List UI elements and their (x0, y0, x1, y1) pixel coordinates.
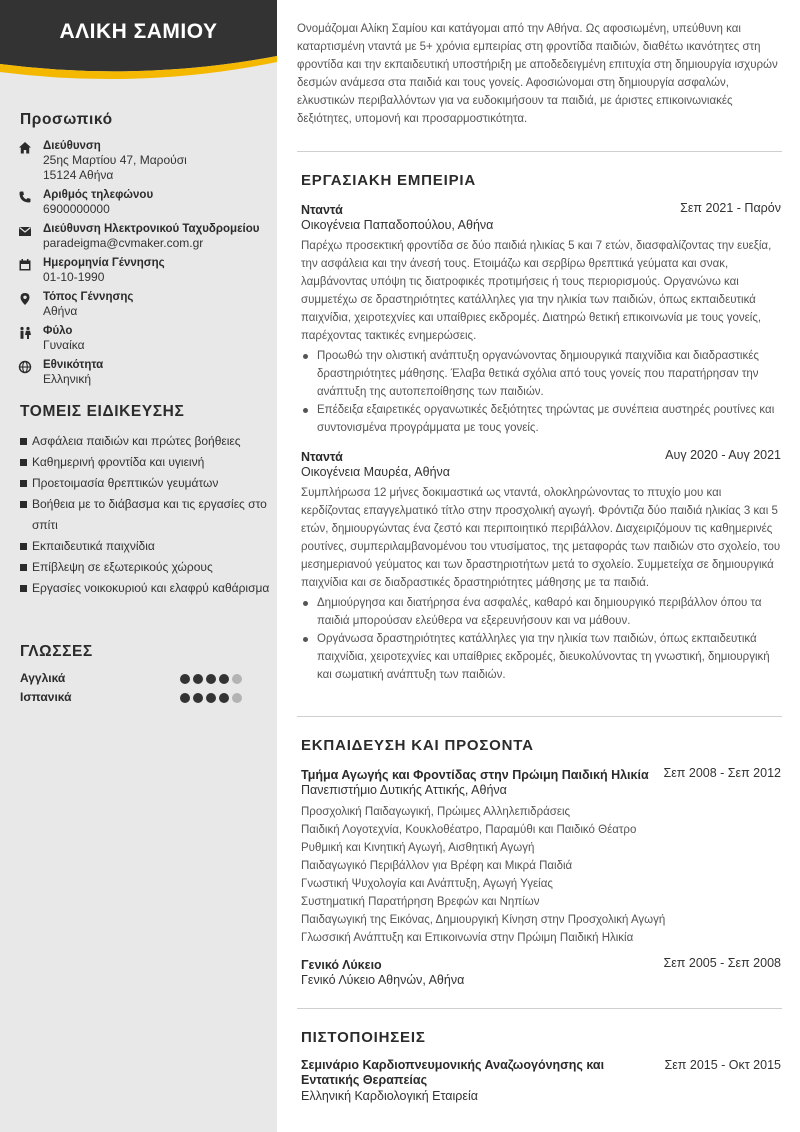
language-name: Ισπανικά (20, 690, 72, 704)
level-dot (180, 693, 190, 703)
birthdate-value: 01-10-1990 (43, 270, 105, 284)
list-item: Καθημερινή φροντίδα και υγιεινή (20, 452, 270, 473)
list-item: Ρυθμική και Κινητική Αγωγή, Αισθητική Αγωγή (301, 842, 535, 854)
job-entry (301, 201, 781, 437)
phone-value: 6900000000 (43, 202, 110, 216)
divider (297, 716, 782, 717)
gender-label: Φύλο (43, 325, 73, 337)
education-entry (301, 766, 781, 947)
nationality-label: Εθνικότητα (43, 359, 104, 371)
list-item: Παιδαγωγική της Εικόνας, Δημιουργική Κίνηση στην Προσχολική Αγωγή (301, 914, 666, 926)
nationality-value: Ελληνική (43, 372, 92, 386)
job-date: Σεπ 2021 - Παρόν (680, 201, 781, 215)
expertise-title: ΤΟΜΕΙΣ ΕΙΔΙΚΕΥΣΗΣ (20, 403, 185, 420)
email-label: Διεύθυνση Ηλεκτρονικού Ταχυδρομείου (43, 223, 260, 235)
address-label: Διεύθυνση (43, 140, 101, 152)
list-item: Συστηματική Παρατήρηση Βρεφών και Νηπίων (301, 896, 540, 908)
personal-email (20, 222, 270, 251)
course-list (301, 803, 781, 947)
level-dot (206, 674, 216, 684)
education-date: Σεπ 2008 - Σεπ 2012 (663, 766, 781, 780)
job-employer: Οικογένεια Μαυρέα, Αθήνα (301, 465, 451, 479)
list-item: Προσχολική Παιδαγωγική, Πρώιμες Αλληλεπιδράσεις (301, 806, 571, 818)
list-item: Παιδαγωγικό Περιβάλλον για Βρέφη και Μικρά Παιδιά (301, 860, 573, 872)
birthdate-label: Ημερομηνία Γέννησης (43, 257, 165, 269)
degree-title: Τμήμα Αγωγής και Φροντίδας στην Πρώιμη Παιδική Ηλικία (301, 768, 649, 782)
personal-birthplace (20, 290, 270, 319)
header-wave (0, 0, 277, 92)
personal-title: Προσωπικό (20, 111, 113, 128)
gender-icon (18, 326, 32, 340)
birthplace-value: Αθήνα (43, 304, 78, 318)
globe-icon (18, 360, 32, 374)
personal-gender (20, 324, 270, 353)
gender-value: Γυναίκα (43, 338, 85, 352)
list-item: Ασφάλεια παιδιών και πρώτες βοήθειες (20, 431, 270, 452)
job-title: Νταντά (301, 203, 343, 217)
level-dot (193, 693, 203, 703)
level-dot (232, 693, 242, 703)
certifications-title: ΠΙΣΤΟΠΟΙΗΣΕΙΣ (301, 1029, 426, 1046)
school-name: Γενικό Λύκειο Αθηνών, Αθήνα (301, 973, 465, 987)
degree-title: Γενικό Λύκειο (301, 958, 382, 972)
education-title: ΕΚΠΑΙΔΕΥΣΗ ΚΑΙ ΠΡΟΣΟΝΤΑ (301, 737, 534, 754)
job-description: Συμπλήρωσα 12 μήνες δοκιμαστικά ως νταντά, ολοκληρώνοντας το πτυχίο μου και κερδίζοντας επαγγελματικό τίτλο στην προσχολική αγωγή. Φρόντιζα δύο παιδιά ηλικίας 3 και 5 ετών, δημιουργώντας ένα ζεστό και περιποιητικό περιβάλλον. Διαχειριζόμουν τις καθημερινές ρουτίνες, συμπεριλαμβανομένου του ντυσίματος, της μεταφοράς των παιδιών στο σχολείο, του μεσημεριανού γεύματος και των δραστηριοτήτων μετά το σχολείο. Συμμετείχα σε δημιουργικά παιχνίδια και σε διαδραστικές δραστηριότητες μάθησης με τα παιδιά. (301, 487, 781, 589)
list-item: Επίβλεψη σε εξωτερικούς χώρους (20, 557, 270, 578)
job-date: Αυγ 2020 - Αυγ 2021 (665, 448, 781, 462)
job-employer: Οικογένεια Παπαδοπούλου, Αθήνα (301, 218, 494, 232)
address-line2: 15124 Αθήνα (43, 168, 114, 182)
list-item: Προετοιμασία θρεπτικών γευμάτων (20, 473, 270, 494)
expertise-list (20, 431, 270, 599)
home-icon (18, 141, 32, 155)
level-dot (180, 674, 190, 684)
list-item: Βοήθεια με το διάβασμα και τις εργασίες στο σπίτι (20, 494, 270, 536)
job-title: Νταντά (301, 450, 343, 464)
personal-phone (20, 188, 270, 217)
language-name: Αγγλικά (20, 671, 66, 685)
languages-title: ΓΛΩΣΣΕΣ (20, 643, 93, 660)
divider (297, 151, 782, 152)
certification-title: Σεμινάριο Καρδιοπνευμονικής Αναζωογόνησης και Εντατικής Θεραπείας (301, 1058, 605, 1087)
profile-summary: Ονομάζομαι Αλίκη Σαμίου και κατάγομαι από την Αθήνα. Ως αφοσιωμένη, υπεύθυνη και καταρτισμένη νταντά με 5+ χρόνια εμπειρίας στη φροντίδα παιδιών, διαθέτω ικανότητες στη φροντίδα και την εκπαιδευτική υποστήριξη με αποδεδειγμένη επιτυχία στη δημιουργία ισχυρών δεσμών ανάμεσα στα παιδιά και τους γονείς. Αφοσιώνομαι στη δημιουργία ασφαλών, ελκυστικών περιβαλλόντων για να ευδοκιμήσουν τα παιδιά, με άριστες επικοινωνιακές δεξιότητες, υπομονή και προσαρμοστικότητα. (297, 23, 778, 125)
personal-birthdate (20, 256, 270, 285)
language-row (20, 690, 270, 709)
list-item: Οργάνωσα δραστηριότητες κατάλληλες για την ηλικία των παιδιών, όπως εκπαιδευτικά παιχνίδια, χειροτεχνίες και υπαίθριες εκδρομές, διευκολύνοντας τη γνωστική, δημιουργική και σωματική ανάπτυξη των παιδιών. (301, 630, 781, 684)
mail-icon (18, 224, 32, 238)
certification-entry (301, 1058, 781, 1104)
job-bullets (301, 594, 781, 684)
expertise-section (20, 403, 270, 599)
address-line1: 25ης Μαρτίου 47, Μαρούσι (43, 153, 187, 167)
sidebar (0, 0, 277, 1132)
list-item: Παιδική Λογοτεχνία, Κουκλοθέατρο, Παραμύθι και Παιδικό Θέατρο (301, 824, 637, 836)
education-date: Σεπ 2005 - Σεπ 2008 (663, 956, 781, 970)
language-level (180, 692, 245, 706)
list-item: Γλωσσική Ανάπτυξη και Επικοινωνία στην Πρώιμη Παιδική Ηλικία (301, 932, 634, 944)
personal-section (20, 111, 270, 392)
list-item: Εργασίες νοικοκυριού και ελαφρύ καθάρισμα (20, 578, 270, 599)
certification-date: Σεπ 2015 - Οκτ 2015 (664, 1058, 781, 1072)
email-value[interactable]: paradeigma@cvmaker.com.gr (43, 236, 204, 250)
phone-icon (18, 190, 32, 204)
certification-issuer: Ελληνική Καρδιολογική Εταιρεία (301, 1089, 478, 1103)
education-entry (301, 956, 781, 988)
job-bullets (301, 347, 781, 437)
level-dot (219, 674, 229, 684)
phone-label: Αριθμός τηλεφώνου (43, 189, 154, 201)
list-item: Εκπαιδευτικά παιχνίδια (20, 536, 270, 557)
list-item: Προωθώ την ολιστική ανάπτυξη οργανώνοντας δημιουργικά παιχνίδια και διαδραστικές δραστηριότητες μάθησης. Έλαβα θετικά σχόλια από τους γονείς που παρατήρησαν την ανάπτυξη της αυτοπεποίθησης των παιδιών. (301, 347, 781, 401)
birthplace-label: Τόπος Γέννησης (43, 291, 134, 303)
language-level (180, 673, 245, 687)
language-row (20, 671, 270, 690)
languages-section (20, 643, 270, 709)
name-header (0, 0, 277, 92)
full-name: ΑΛΙΚΗ ΣΑΜΙΟΥ (59, 20, 218, 43)
level-dot (232, 674, 242, 684)
list-item: Επέδειξα εξαιρετικές οργανωτικές δεξιότητες τηρώντας με συνέπεια αυστηρές ρουτίνες και συντονισμένα προγράμματα με τους γονείς. (301, 401, 781, 437)
list-item: Δημιούργησα και διατήρησα ένα ασφαλές, καθαρό και δημιουργικό περιβάλλον όπου τα παιδιά μπορούσαν ελεύθερα να εξερευνήσουν και να μάθουν. (301, 594, 781, 630)
level-dot (193, 674, 203, 684)
school-name: Πανεπιστήμιο Δυτικής Αττικής, Αθήνα (301, 783, 507, 797)
experience-title: ΕΡΓΑΣΙΑΚΗ ΕΜΠΕΙΡΙΑ (301, 172, 476, 189)
location-pin-icon (18, 292, 32, 306)
level-dot (206, 693, 216, 703)
personal-address (20, 139, 270, 183)
personal-nationality (20, 358, 270, 387)
job-description: Παρέχω προσεκτική φροντίδα σε δύο παιδιά ηλικίας 5 και 7 ετών, διασφαλίζοντας την ευεξία, την ασφάλεια και την άνεσή τους. Ετοιμάζω και σερβίρω θρεπτικά γεύματα και σνακ, λαμβάνοντας υπόψη τις διατροφικές προτιμήσεις ή τους περιορισμούς. Οργανώνω και συμμετέχω σε δραστηριότητες κατάλληλες για την ηλικία των παιδιών, όπως εκπαιδευτικά παιχνίδια, χειροτεχνίες και υπαίθριες εκδρομές. Διατηρώ θετική επικοινωνία με τους γονείς, παρέχοντας τακτικές ενημερώσεις. (301, 240, 772, 342)
level-dot (219, 693, 229, 703)
job-entry (301, 448, 781, 684)
list-item: Γνωστική Ψυχολογία και Ανάπτυξη, Αγωγή Υγείας (301, 878, 553, 890)
divider (297, 1008, 782, 1009)
calendar-icon (18, 258, 32, 272)
